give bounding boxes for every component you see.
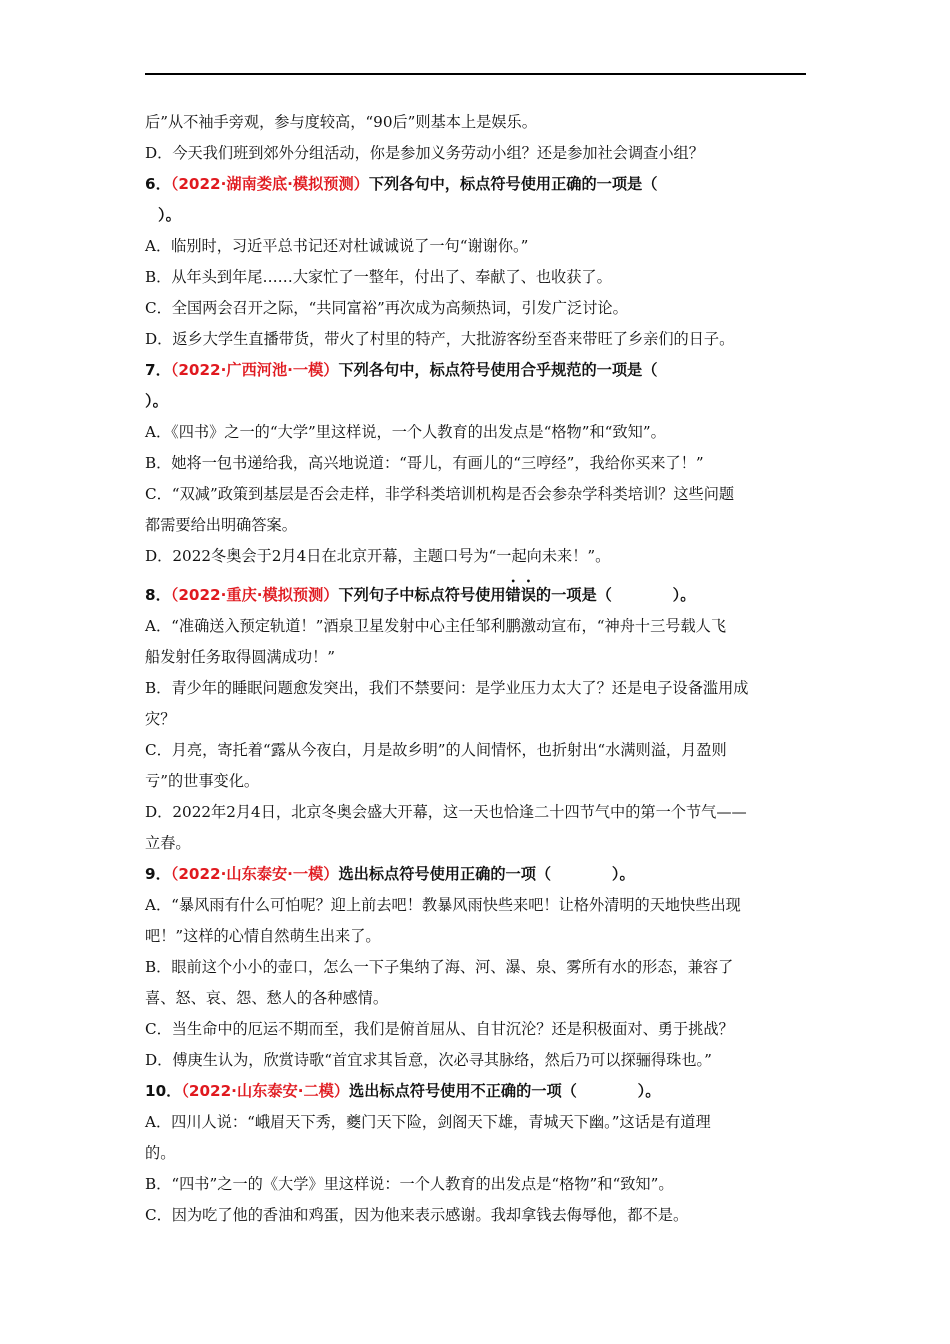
question-number: 7． — [145, 361, 171, 379]
option-d: D．今天我们班到郊外分组活动，你是参加义务劳动小组？还是参加社会调查小组？ — [145, 144, 704, 162]
option-a: A．四川人说：“峨眉天下秀，夔门天下险，剑阁天下雄，青城天下幽。”这话是有道理 — [145, 1113, 711, 1131]
option-a-cont: 吧！”这样的心情自然萌生出来了。 — [145, 927, 381, 945]
option-d: D．2022冬奥会于2月4日在北京开幕，主题口号为“一起向未来！”。 — [145, 547, 611, 565]
document-body — [145, 112, 810, 1225]
question-number: 8． — [145, 586, 171, 604]
option-b: B．她将一包书递给我，高兴地说道：“哥儿，有画儿的“三哼经”，我给你买来了！” — [145, 454, 704, 472]
option-a-cont: 的。 — [145, 1144, 176, 1162]
question-10-stem — [145, 1081, 810, 1101]
header-rule — [145, 73, 806, 75]
question-source: （2022·山东泰安·二模） — [181, 1082, 350, 1100]
option-d: D．2022年2月4日，北京冬奥会盛大开幕，这一天也恰逢二十四节气中的第一个节气—— — [145, 803, 747, 821]
option-c: C．因为吃了他的香油和鸡蛋，因为他来表示感谢。我却拿钱去侮辱他，都不是。 — [145, 1206, 689, 1224]
option-d: D．傅庚生认为，欣赏诗歌“首宜求其旨意，次必寻其脉络，然后乃可以探骊得珠也。” — [145, 1051, 712, 1069]
question-6-end: ）。 — [158, 206, 181, 224]
option-b-cont: 灾？ — [145, 710, 176, 728]
option-b-cont: 喜、怒、哀、怨、愁人的各种感情。 — [145, 989, 388, 1007]
question-text: 选出标点符号使用正确的一项（ ）。 — [338, 865, 635, 883]
option-c: C．“双减”政策到基层是否会走样，非学科类培训机构是否会参杂学科类培训？这些问题 — [145, 485, 735, 503]
question-source: （2022·广西河池·一模） — [170, 361, 339, 379]
question-7-end: ）。 — [145, 392, 168, 410]
question-6-stem — [145, 174, 810, 194]
option-a: A．临别时，习近平总书记还对杜诚诚说了一句“谢谢你。” — [145, 237, 529, 255]
emphasized-word: 错误 — [505, 586, 536, 604]
option-d: D．返乡大学生直播带货，带火了村里的特产，大批游客纷至沓来带旺了乡亲们的日子。 — [145, 330, 735, 348]
question-text-end: 的一项是（ ）。 — [535, 586, 696, 604]
option-b: B．“四书”之一的《大学》里这样说：一个人教育的出发点是“格物”和“致知”。 — [145, 1175, 674, 1193]
option-c: C．当生命中的厄运不期而至，我们是俯首屈从、自甘沉沦？还是积极面对、勇于挑战？ — [145, 1020, 734, 1038]
question-number: 10． — [145, 1082, 182, 1100]
option-a: A．“准确送入预定轨道！”酒泉卫星发射中心主任邹利鹏激动宣布，“神舟十三号载人飞 — [145, 617, 727, 635]
option-c-cont: 亏”的世事变化。 — [145, 772, 260, 790]
question-number: 6． — [145, 175, 171, 193]
text-line: 后”从不袖手旁观，参与度较高，“90后”则基本上是娱乐。 — [145, 113, 537, 131]
option-c: C．全国两会召开之际，“共同富裕”再次成为高频热词，引发广泛讨论。 — [145, 299, 628, 317]
option-b: B．青少年的睡眠问题愈发突出，我们不禁要问：是学业压力太大了？还是电子设备滥用成 — [145, 679, 749, 697]
question-9-stem — [145, 864, 810, 884]
question-source: （2022·重庆·模拟预测） — [170, 586, 339, 604]
option-a-cont: 船发射任务取得圆满成功！” — [145, 648, 336, 666]
question-number: 9． — [145, 865, 171, 883]
question-text: 下列各句中，标点符号使用合乎规范的一项是（ — [338, 361, 658, 379]
question-8-stem — [145, 577, 810, 605]
option-d-cont: 立春。 — [145, 834, 191, 852]
question-source: （2022·湖南娄底·模拟预测） — [170, 175, 369, 193]
option-a: A．《四书》之一的“大学”里这样说，一个人教育的出发点是“格物”和“致知”。 — [145, 423, 666, 441]
option-b: B．从年头到年尾……大家忙了一整年，付出了、奉献了、也收获了。 — [145, 268, 612, 286]
question-7-stem — [145, 360, 810, 380]
question-text: 选出标点符号使用不正确的一项（ ）。 — [349, 1082, 661, 1100]
option-a: A．“暴风雨有什么可怕呢？迎上前去吧！教暴风雨快些来吧！让格外清明的天地快些出现 — [145, 896, 741, 914]
option-b: B．眼前这个小小的壶口，怎么一下子集纳了海、河、瀑、泉、雾所有水的形态，兼容了 — [145, 958, 734, 976]
option-c-cont: 都需要给出明确答案。 — [145, 516, 297, 534]
question-text: 下列句子中标点符号使用 — [338, 586, 506, 604]
question-text: 下列各句中，标点符号使用正确的一项是（ — [368, 175, 658, 193]
question-source: （2022·山东泰安·一模） — [170, 865, 339, 883]
option-c: C．月亮，寄托着“露从今夜白，月是故乡明”的人间情怀，也折射出“水满则溢，月盈则 — [145, 741, 727, 759]
